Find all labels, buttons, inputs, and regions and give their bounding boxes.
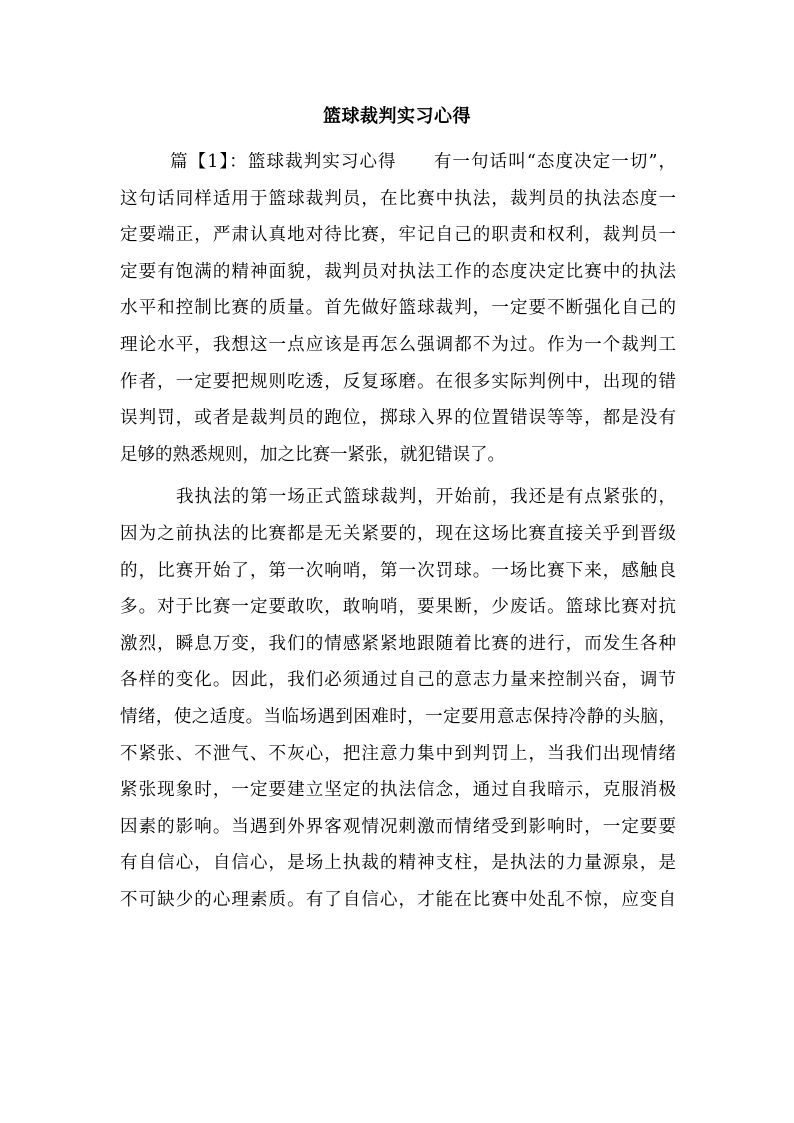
paragraph-2-line-7: 情绪，使之适度。当临场遇到困难时，一定要用意志保持冷静的头脑， (120, 706, 676, 727)
page-title: 篮球裁判实习心得 (323, 106, 471, 127)
paragraph-2-line-6: 各样的变化。因此，我们必须通过自己的意志力量来控制兴奋，调节 (120, 670, 676, 691)
paragraph-1-line-4: 定要有饱满的精神面貌，裁判员对执法工作的态度决定比赛中的执法 (120, 261, 676, 282)
paragraph-1-line-6: 理论水平，我想这一点应该是再怎么强调都不为过。作为一个裁判工 (120, 334, 676, 355)
document-body (120, 144, 676, 918)
paragraph-1-line-5: 水平和控制比赛的质量。首先做好篮球裁判，一定要不断强化自己的 (120, 298, 676, 319)
paragraph-1-line-9: 足够的熟悉规则，加之比赛一紧张，就犯错误了。 (120, 444, 505, 465)
paragraph-2-line-12: 不可缺少的心理素质。有了自信心，才能在比赛中处乱不惊，应变自 (120, 889, 676, 910)
paragraph-2-line-2: 因为之前执法的比赛都是无关紧要的，现在这场比赛直接关乎到晋级 (120, 523, 676, 544)
paragraph-2-line-9: 紧张现象时，一定要建立坚定的执法信念，通过自我暗示，克服消极 (120, 780, 676, 801)
paragraph-2-line-4: 多。对于比赛一定要敢吹，敢响哨，要果断，少废话。篮球比赛对抗 (120, 597, 676, 618)
paragraph-1-line-7: 作者，一定要把规则吃透，反复琢磨。在很多实际判例中，出现的错 (120, 371, 676, 392)
paragraph-1-line-2: 这句话同样适用于篮球裁判员，在比赛中执法，裁判员的执法态度一 (120, 188, 676, 209)
paragraph-1-line-1: 篇【1】：篮球裁判实习心得 有一句话叫“态度决定一切”， (170, 152, 676, 172)
paragraph-1-line-8: 误判罚，或者是裁判员的跑位，掷球入界的位置错误等等，都是没有 (120, 408, 676, 429)
paragraph-2-line-5: 激烈，瞬息万变，我们的情感紧紧地跟随着比赛的进行，而发生各种 (120, 633, 676, 654)
paragraph-2-line-3: 的，比赛开始了，第一次响哨，第一次罚球。一场比赛下来，感触良 (120, 560, 676, 581)
paragraph-2-line-11: 有自信心，自信心，是场上执裁的精神支柱，是执法的力量源泉，是 (120, 853, 676, 874)
paragraph-2-line-10: 因素的影响。当遇到外界客观情况刺激而情绪受到影响时，一定要要 (120, 816, 676, 837)
paragraph-2-line-8: 不紧张、不泄气、不灰心，把注意力集中到判罚上，当我们出现情绪 (120, 743, 676, 764)
paragraph-1-line-3: 定要端正，严肃认真地对待比赛，牢记自己的职责和权利，裁判员一 (120, 225, 676, 246)
paragraph-2-line-1: 我执法的第一场正式篮球裁判，开始前，我还是有点紧张的， (176, 487, 676, 508)
